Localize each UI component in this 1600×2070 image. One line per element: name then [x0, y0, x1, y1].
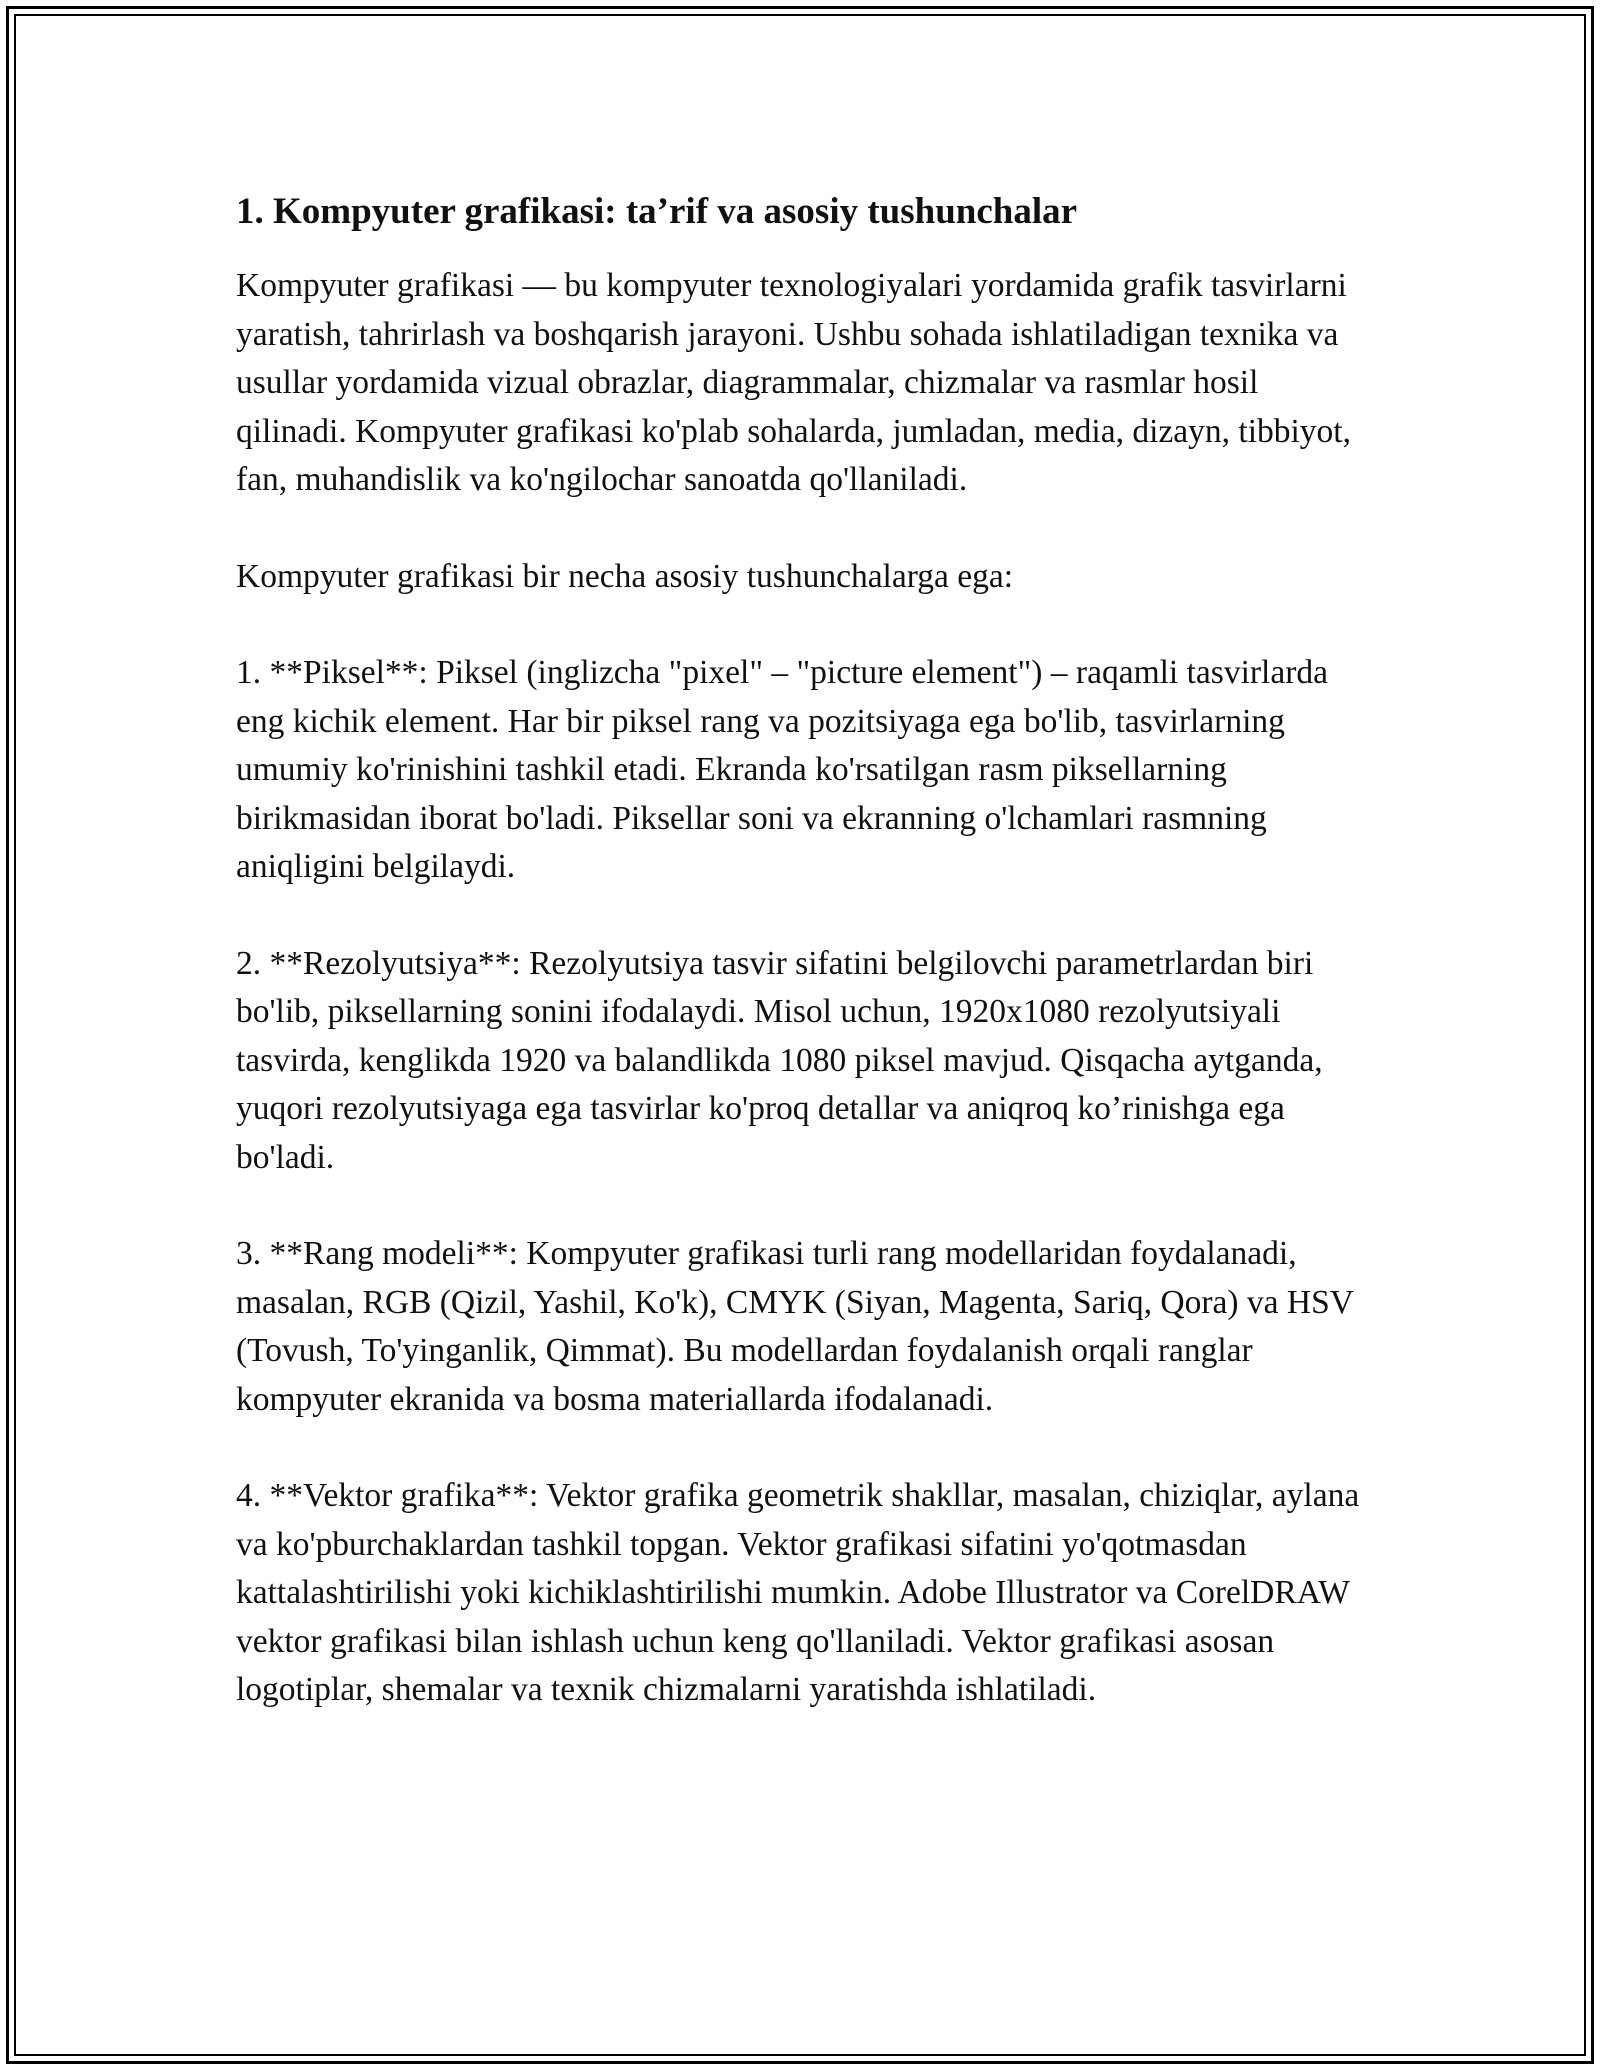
document-title: 1. Kompyuter grafikasi: ta’rif va asosiy tushunchalar	[236, 191, 1078, 232]
color-model-paragraph: 3. **Rang modeli**: Kompyuter grafikasi turli rang modellaridan foydalanadi, masalan, RGB (Qizil, Yashil, Ko'k), CMYK (Siyan, Magenta, Sariq, Qora) va HSV (Tovush, To'yinganlik, Qimmat). Bu modellardan foydalanish orqali ranglar kompyuter ekranida va bosma materiallarda ifodalanadi.	[236, 1235, 1354, 1418]
document-body	[236, 188, 1376, 1763]
vector-graphics-paragraph: 4. **Vektor grafika**: Vektor grafika geometrik shakllar, masalan, chiziqlar, aylana va ko'pburchaklardan tashkil topgan. Vektor grafikasi sifatini yo'qotmasdan kattalashtirilishi yoki kichiklashtirilishi mumkin. Adobe Illustrator va CorelDRAW vektor grafikasi bilan ishlash uchun keng qo'llaniladi. Vektor grafikasi asosan logotiplar, shemalar va texnik chizmalarni yaratishda ishlatiladi.	[236, 1477, 1360, 1708]
concepts-lead-paragraph: Kompyuter grafikasi bir necha asosiy tushunchalarga ega:	[236, 557, 1014, 595]
intro-paragraph: Kompyuter grafikasi — bu kompyuter texnologiyalari yordamida grafik tasvirlarni yaratish, tahrirlash va boshqarish jarayoni. Ushbu sohada ishlatiladigan texnika va usullar yordamida vizual obrazlar, diagrammalar, chizmalar va rasmlar hosil qilinadi. Kompyuter grafikasi ko'plab sohalarda, jumladan, media, dizayn, tibbiyot, fan, muhandislik va ko'ngilochar sanoatda qo'llaniladi.	[236, 267, 1351, 498]
pixel-paragraph: 1. **Piksel**: Piksel (inglizcha "pixel" – "picture element") – raqamli tasvirlarda eng kichik element. Har bir piksel rang va pozitsiyaga ega bo'lib, tasvirlarning umumiy ko'rinishini tashkil etadi. Ekranda ko'rsatilgan rasm piksellarning birikmasidan iborat bo'ladi. Piksellar soni va ekranning o'lchamlari rasmning aniqligini belgilaydi.	[236, 654, 1328, 885]
resolution-paragraph: 2. **Rezolyutsiya**: Rezolyutsiya tasvir sifatini belgilovchi parametrlardan biri bo'lib, piksellarning sonini ifodalaydi. Misol uchun, 1920x1080 rezolyutsiyali tasvirda, kenglikda 1920 va balandlikda 1080 piksel mavjud. Qisqacha aytganda, yuqori rezolyutsiyaga ega tasvirlar ko'proq detallar va aniqroq ko’rinishga ega bo'ladi.	[236, 944, 1323, 1176]
